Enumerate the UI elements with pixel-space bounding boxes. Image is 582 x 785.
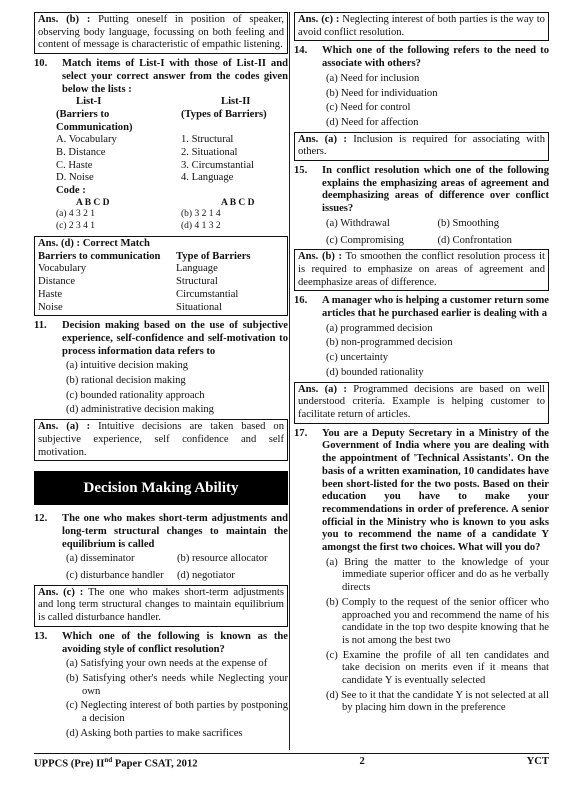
question-number: 16.: [294, 295, 308, 307]
option-item: (c) Need for control: [326, 102, 411, 114]
list-row: [56, 147, 288, 160]
answer-label: Ans. (b) :: [38, 14, 91, 25]
option-item: (b) Satisfying other's needs while Neglecting your own: [66, 673, 288, 697]
option-item: (b) Smoothing: [437, 217, 500, 229]
code-option: (c) 2 3 4 1: [56, 220, 96, 231]
answer-label: Ans. (a) :: [38, 421, 91, 433]
question-text: In conflict resolution which one of the following explains the emphasizing areas of agreement and deemphasizing areas of difference over conflict issues?: [322, 165, 549, 215]
codes-header-2: A B C D: [221, 197, 255, 208]
section-banner: Decision Making Ability: [34, 471, 288, 505]
options-list: [66, 658, 288, 740]
codes-header: [56, 198, 288, 209]
match-table-header: [38, 251, 284, 264]
option-item: (c) bounded rationality approach: [66, 389, 205, 401]
match-head-1: Barriers to communication: [38, 250, 161, 262]
list-row: [56, 134, 288, 147]
code-label: Code :: [56, 185, 86, 197]
option-item: (b) rational decision making: [66, 375, 186, 387]
question-text: The one who makes short-term adjustments and long-term structural changes to maintain the equilibrium is called: [62, 513, 288, 550]
answer-label: Ans. (a) :: [298, 133, 347, 145]
question-11: [34, 320, 288, 358]
option-item: (d) Need for affection: [326, 116, 419, 128]
question-16: [294, 295, 549, 320]
answer-box-12: [34, 585, 288, 627]
list2-item: 2. Situational: [181, 147, 238, 159]
code-row: [56, 209, 288, 220]
match-row: [38, 302, 284, 315]
option-item: (a) Need for inclusion: [326, 72, 420, 84]
option-item: (c) uncertainty: [326, 352, 389, 364]
answer-label: Ans. (c) :: [38, 586, 84, 598]
list1-item: A. Vocabulary: [56, 134, 117, 146]
page-number: 2: [359, 756, 365, 767]
option-row: [326, 233, 549, 250]
answer-box-9: [34, 12, 288, 54]
left-column: [34, 12, 288, 743]
option-item: (a) Bring the matter to the knowledge of your immediate superior officer and do as he verbally directs: [326, 556, 549, 594]
list1-item: B. Distance: [56, 147, 106, 159]
option-item: (b) resource allocator: [177, 553, 268, 565]
answer-text: The one who makes short-term adjustments and long term structural changes to maintain equilibrium is called disturbance handler.: [38, 586, 284, 624]
match-row: [38, 263, 284, 276]
match-barrier: Vocabulary: [38, 263, 87, 275]
list2-item: 4. Language: [181, 172, 234, 184]
list2-subheader: (Types of Barriers): [181, 108, 267, 120]
question-text: A manager who is helping a customer return some articles that he purchased earlier is dealing with a: [322, 295, 549, 320]
option-item: (a) disseminator: [66, 553, 135, 565]
option-item: (b) Need for individuation: [326, 87, 438, 99]
codes-rows: [34, 209, 288, 232]
codes-header-1: A B C D: [76, 197, 110, 208]
question-17: [294, 428, 549, 555]
question-text: Which one of the following is known as the avoiding style of conflict resolution?: [62, 630, 288, 655]
options-list: [326, 323, 549, 380]
code-option: (d) 4 1 3 2: [181, 220, 221, 231]
list-rows: [34, 134, 288, 185]
answer-label: Ans. (a) :: [298, 383, 347, 395]
match-table-rows: [38, 263, 284, 314]
footer-brand: YCT: [526, 756, 549, 767]
match-type: Situational: [176, 301, 222, 313]
option-item: (d) bounded rationality: [326, 366, 424, 378]
match-type: Circumstantial: [176, 288, 239, 300]
question-number: 12.: [34, 513, 48, 525]
options-list: [66, 360, 288, 417]
option-row: [66, 568, 288, 585]
match-type: Language: [176, 263, 218, 275]
options-list: [326, 557, 549, 715]
footer-title: UPPCS (Pre) IInd Paper CSAT, 2012: [34, 756, 198, 770]
list2-item: 1. Structural: [181, 134, 234, 146]
answer-label: Ans. (d) : Correct Match: [38, 238, 150, 250]
answer-text: Programmed decisions are based on well understood criteria. Example is helping customer to facilitate return of articles.: [298, 383, 545, 420]
list-subheaders: [56, 109, 288, 134]
option-row: [66, 551, 288, 568]
question-13: [34, 631, 288, 656]
code-option: (a) 4 3 2 1: [56, 209, 96, 220]
option-item: (c) Neglecting interest of both parties by postponing a decision: [66, 700, 288, 725]
question-number: 15.: [294, 165, 308, 177]
code-row: [56, 221, 288, 232]
question-number: 11.: [34, 320, 47, 332]
list-row: [56, 172, 288, 185]
option-item: (c) Compromising: [326, 234, 404, 246]
options-list: [294, 216, 549, 249]
list-headers: [56, 96, 288, 109]
match-type: Structural: [176, 276, 218, 288]
option-item: (a) intuitive decision making: [66, 360, 189, 372]
answer-text: To smoothen the conflict resolution process it is required to emphasize on areas of agreement and deemphasize areas of difference.: [298, 251, 545, 288]
answer-label: Ans. (c) :: [298, 14, 340, 25]
question-text: Match items of List-I with those of List-II and select your correct answer from the codes given below the lists :: [62, 58, 288, 95]
answer-box-15: [294, 249, 549, 291]
option-item: (c) disturbance handler: [66, 570, 164, 582]
options-list: [34, 551, 288, 584]
question-text: Decision making based on the use of subjective experience, self-confidence and self-motivation to process information data refers to: [62, 320, 288, 357]
question-number: 17.: [294, 427, 308, 439]
options-list: [326, 73, 549, 130]
match-barrier: Noise: [38, 301, 63, 313]
option-item: (d) administrative decision making: [66, 404, 214, 416]
option-item: (d) Confrontation: [437, 234, 512, 246]
answer-box-11: [34, 419, 288, 461]
answer-text: Intuitive decisions are taken based on subjective experience, self confidence and self motivation.: [38, 421, 284, 458]
list1-item: D. Noise: [56, 172, 94, 184]
question-number: 14.: [294, 45, 308, 57]
match-row: [38, 289, 284, 302]
answer-text: Putting oneself in position of speaker, observing body language, focussing on both feeling and content of message is characteristic of empathic listening.: [38, 14, 284, 51]
list1-subheader: (Barriers to Communication): [56, 108, 133, 133]
list1-item: C. Haste: [56, 159, 93, 171]
column-divider: [289, 12, 290, 750]
option-row: [326, 216, 549, 233]
match-barrier: Distance: [38, 276, 76, 288]
question-number: 10.: [34, 58, 48, 70]
option-item: (d) Asking both parties to make sacrifices: [66, 727, 243, 739]
list-row: [56, 160, 288, 173]
answer-box-13: [294, 12, 549, 41]
option-item: (d) See to it that the candidate Y is not selected at all by placing him down in the preference: [326, 689, 549, 714]
question-14: [294, 45, 549, 70]
match-barrier: Haste: [38, 288, 63, 300]
answer-label: Ans. (b) :: [298, 251, 343, 263]
list2-item: 3. Circumstantial: [181, 159, 254, 171]
option-item: (d) negotiator: [177, 570, 235, 582]
option-item: (a) Satisfying your own needs at the expense of: [66, 658, 268, 670]
question-number: 13.: [34, 630, 48, 642]
match-head-2: Type of Barriers: [176, 250, 251, 262]
answer-text: Neglecting interest of both parties is the way to avoid conflict resolution.: [298, 14, 545, 38]
question-text: You are a Deputy Secretary in a Ministry of the Government of India where you are dealing with the appointment of 'Technical Assistants'. On the basis of a written examination, 10 candidates have been short-listed for the two posts. Based on their education you have to make your recommendations in order of preference. A senior official in the Ministry who is known to you asks you to recommend the name of a candidate Y amongst the first two choices. What will you do?: [322, 427, 549, 554]
code-option: (b) 3 2 1 4: [181, 209, 221, 220]
question-12: [34, 513, 288, 551]
option-item: (a) programmed decision: [326, 322, 433, 334]
option-item: (b) Comply to the request of the senior officer who approached you and recommend the name of his candidate in the top two despite knowing that he is not among the best two: [326, 596, 549, 646]
question-15: [294, 165, 549, 216]
answer-box-14: [294, 132, 549, 161]
answer-box-10: [34, 236, 288, 316]
answer-text: Inclusion is required for associating with others.: [298, 133, 545, 158]
list2-header: List-II: [221, 96, 251, 108]
page-footer: [34, 753, 549, 771]
right-column: [294, 12, 549, 717]
match-row: [38, 276, 284, 289]
list1-header: List-I: [76, 96, 102, 108]
option-item: (c) Examine the profile of all ten candidates and take decision on merits even if it means that candidate Y is eventually selected: [326, 649, 549, 687]
question-10: [34, 58, 288, 96]
option-item: (a) Withdrawal: [326, 217, 390, 229]
option-item: (b) non-programmed decision: [326, 337, 453, 349]
answer-box-16: [294, 382, 549, 424]
question-text: Which one of the following refers to the need to associate with others?: [322, 45, 549, 70]
